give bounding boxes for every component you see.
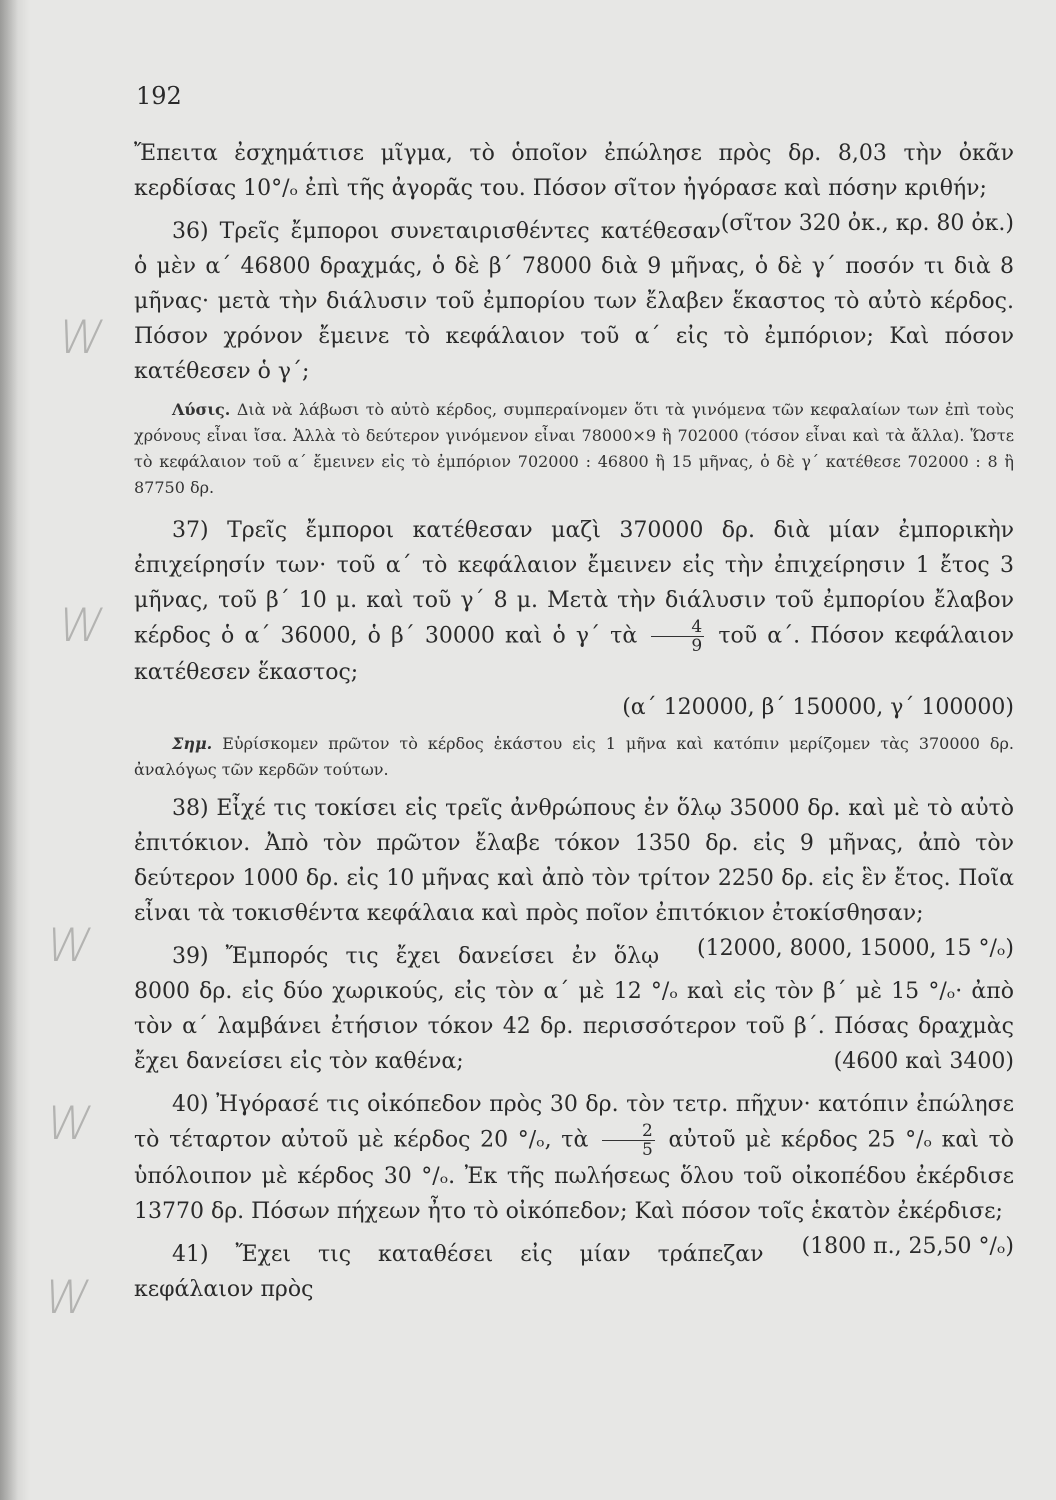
- intro-text: Ἔπειτα ἐσχημάτισε μῖγμα, τὸ ὁποῖον ἐπώλησε πρὸς δρ. 8,03 τὴν ὀκᾶν κερδίσας 10°/ₒ ἐπὶ τῆς ἀγορᾶς του. Πόσον σῖτον ἠγόρασε καὶ πόσην κριθήν;: [134, 141, 1014, 201]
- margin-mark-1: W: [52, 310, 110, 364]
- margin-mark-5: W: [38, 1270, 96, 1324]
- problem-36: 36) Τρεῖς ἔμποροι συνεταιρισθέντες κατέθεσαν ὁ μὲν α΄ 46800 δραχμάς, ὁ δὲ β΄ 78000 διὰ 9 μῆνας, ὁ δὲ γ΄ ποσόν τι διὰ 8 μῆνας· μετὰ τὴν διάλυσιν τοῦ ἐμπορίου των ἔλαβεν ἕκαστος τὸ αὐτὸ κέρδος. Πόσον χρόνον ἔμεινε τὸ κεφάλαιον τοῦ α΄ εἰς τὸ ἐμπόριον; Καὶ πόσον κατέθεσεν ὁ γ΄;: [134, 219, 1014, 384]
- fraction-denominator: 5: [641, 1140, 653, 1160]
- solution-label: Λύσις.: [172, 400, 231, 419]
- text-block: [134, 136, 1014, 1307]
- problem-37-text-b: τοῦ α΄. Πόσον κεφάλαιον κατέθεσεν ἕκαστος;: [134, 623, 1015, 685]
- problem-39-answer: (4600 καὶ 3400): [833, 1049, 1014, 1074]
- margin-mark-2: W: [52, 598, 110, 652]
- margin-mark-4: W: [40, 1096, 98, 1150]
- problem-37-text-a: 37) Τρεῖς ἔμποροι κατέθεσαν μαζὶ 370000 δρ. διὰ μίαν ἐμπορικὴν ἐπιχείρησίν των· τοῦ α΄ τὸ κεφάλαιον ἔμεινεν εἰς τὴν ἐπιχείρησιν 1 ἔτος 3 μῆνας, τοῦ β΄ 10 μ. καὶ τοῦ γ΄ 8 μ. Μετὰ τὴν διάλυσιν τοῦ ἐμπορίου ἔλαβον κέρδος ὁ α΄ 36000, ὁ β΄ 30000 καὶ ὁ γ΄ τὰ: [134, 518, 1014, 649]
- fraction-denominator: 9: [691, 636, 703, 656]
- problem-37: [134, 513, 1014, 690]
- problem-40-answer: (1800 π., 25,50 °/ₒ): [801, 1234, 1014, 1259]
- fraction-4-9: [651, 618, 704, 655]
- problem-38-text: 38) Εἶχέ τις τοκίσει εἰς τρεῖς ἀνθρώπους ἐν ὅλῳ 35000 δρ. καὶ μὲ τὸ αὐτὸ ἐπιτόκιον. Ἀπὸ τὸν πρῶτον ἔλαβε τόκον 1350 δρ. εἰς 9 μῆνας, ἀπὸ τὸν δεύτερον 1000 δρ. εἰς 10 μῆνας καὶ ἀπὸ τὸν τρίτον 2250 δρ. εἰς ἓν ἔτος. Ποῖα εἶναι τὰ τοκισθέντα κεφάλαια καὶ πρὸς ποῖον ἐπιτόκιον ἐτοκίσθησαν;: [134, 796, 1014, 926]
- page-edge-shadow: [0, 0, 30, 1500]
- problem-41: 41) Ἔχει τις καταθέσει εἰς μίαν τράπεζαν κεφάλαιον πρὸς: [134, 1242, 764, 1302]
- page-number: 192: [136, 82, 182, 110]
- problem-40: [134, 1087, 1014, 1259]
- note-label: Σημ.: [172, 734, 213, 753]
- fraction-2-5: [602, 1122, 655, 1159]
- paragraph-intro: [134, 136, 1014, 236]
- intro-answer: (σῖτον 320 ὀκ., κρ. 80 ὀκ.): [720, 211, 1014, 236]
- problem-37-answer: (α΄ 120000, β΄ 150000, γ΄ 100000): [622, 695, 1014, 720]
- problem-38: [134, 791, 1014, 961]
- problem-39-text: 39) Ἔμπορός τις ἔχει δανείσει ἐν ὅλῳ 8000 δρ. εἰς δύο χωρικούς, εἰς τὸν α΄ μὲ 12 °/ₒ καὶ εἰς τὸν β΄ μὲ 15 °/ₒ· ἀπὸ τὸν α΄ λαμβάνει ἐτήσιον τόκον 42 δρ. περισσότερον τοῦ β΄. Πόσας δραχμὰς ἔχει δανείσει εἰς τὸν καθένα;: [134, 944, 1014, 1074]
- problem-40-text-b: αὐτοῦ μὲ κέρδος 25 °/ₒ καὶ τὸ ὑπόλοιπον μὲ κέρδος 30 °/ₒ. Ἐκ τῆς πωλήσεως ὅλου τοῦ οἰκοπέδου ἐκέρδισε 13770 δρ. Πόσων πήχεων ἦτο τὸ οἰκόπεδον; Καὶ πόσον τοῖς ἑκατὸν ἐκέρδισε;: [134, 1127, 1014, 1224]
- solution-text: Διὰ νὰ λάβωσι τὸ αὐτὸ κέρδος, συμπεραίνομεν ὅτι τὰ γινόμενα τῶν κεφαλαίων των ἐπὶ τοὺς χρόνους εἶναι ἴσα. Ἀλλὰ τὸ δεύτερον γινόμενον εἶναι 78000×9 ἢ 702000 (τόσον εἶναι καὶ τὰ ἄλλα). Ὥστε τὸ κεφάλαιον τοῦ α΄ ἔμεινεν εἰς τὸ ἐμπόριον 702000 : 46800 ἢ 15 μῆνας, ὁ δὲ γ΄ κατέθεσε 702000 : 8 ἢ 87750 δρ.: [134, 400, 1014, 497]
- note-37: [134, 731, 1014, 783]
- problem-38-answer: (12000, 8000, 15000, 15 °/ₒ): [697, 936, 1014, 961]
- fraction-numerator: 4: [651, 618, 704, 637]
- problem-40-text-a: 40) Ἠγόρασέ τις οἰκόπεδον πρὸς 30 δρ. τὸν τετρ. πῆχυν· κατόπιν ἐπώλησε τὸ τέταρτον αὐτοῦ μὲ κέρδος 20 °/ₒ, τὰ: [134, 1092, 1014, 1153]
- solution-36: [134, 397, 1014, 501]
- note-text: Εὑρίσκομεν πρῶτον τὸ κέρδος ἑκάστου εἰς 1 μῆνα καὶ κατόπιν μερίζομεν τὰς 370000 δρ. ἀναλόγως τῶν κερδῶν τούτων.: [134, 734, 1014, 779]
- fraction-numerator: 2: [602, 1122, 655, 1141]
- margin-mark-3: W: [40, 918, 98, 972]
